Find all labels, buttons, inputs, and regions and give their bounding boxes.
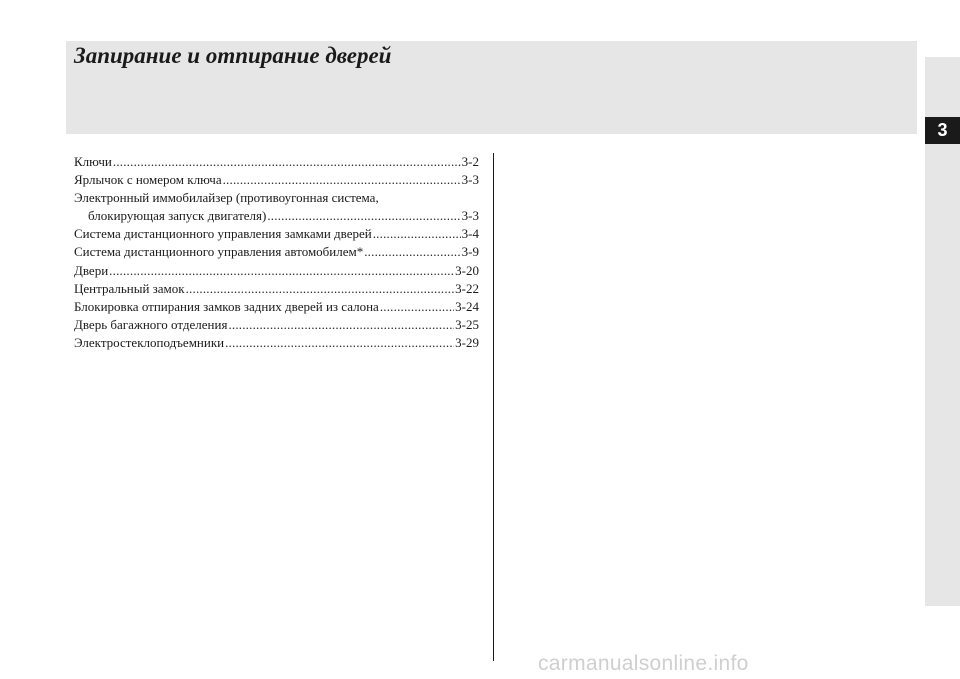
toc-item-label: Ключи: [74, 154, 112, 169]
toc-leader-dots: [109, 262, 454, 280]
toc-page-number: 3-2: [461, 154, 479, 169]
toc-item-label: Дверь багажного отделения: [74, 316, 228, 332]
toc-item-label: Блокировка отпирания замков задних дверей из салона: [74, 298, 379, 314]
toc-leader-dots: [225, 334, 454, 352]
toc-item-label: Двери: [74, 262, 109, 278]
watermark: carmanualsonline.info: [538, 652, 749, 675]
chapter-title: Запирание и отпирание дверей: [74, 43, 392, 68]
toc-leader-dots: [380, 298, 454, 316]
toc-page-number: 3-22: [455, 280, 479, 296]
toc-leader-dots: [113, 153, 461, 171]
toc-item-label: Ярлычок с номером ключа: [74, 172, 222, 188]
toc-item-label: Система дистанционного управления замками дверей: [74, 226, 372, 242]
toc-item-child-lock[interactable]: [74, 298, 479, 316]
chapter-number-badge[interactable]: 3: [925, 117, 960, 144]
toc-leader-dots: [186, 280, 455, 298]
toc-page-number: 3-20: [455, 262, 479, 278]
toc-item-keyless-operation[interactable]: [74, 243, 479, 261]
toc-item-label: Система дистанционного управления автомобилем*: [74, 244, 364, 260]
toc-leader-dots: [364, 243, 460, 261]
toc-item-label: Электронный иммобилайзер (противоугонная система,: [74, 190, 379, 206]
column-divider: [493, 153, 494, 661]
toc-item-doors[interactable]: [74, 262, 479, 280]
chapter-header: [66, 41, 917, 134]
toc-item-immobilizer[interactable]: [74, 189, 479, 225]
toc-leader-dots: [373, 225, 461, 243]
toc-page-number: 3-4: [461, 226, 479, 242]
toc-page-number: 3-3: [461, 208, 479, 224]
toc-leader-dots: [228, 316, 454, 334]
toc-page-number: 3-24: [455, 298, 479, 314]
toc-item-label: Электростеклоподъемники: [74, 334, 225, 350]
toc-item-label: Центральный замок: [74, 280, 185, 296]
toc-page-number: 3-3: [461, 172, 479, 188]
toc-page-number: 3-9: [461, 244, 479, 260]
toc-item-label-continuation: блокирующая запуск двигателя): [88, 208, 267, 224]
toc-item-keyless-entry[interactable]: [74, 225, 479, 243]
toc-page-number: 3-29: [455, 334, 479, 350]
toc-item-tailgate[interactable]: [74, 316, 479, 334]
table-of-contents: [74, 153, 479, 352]
toc-leader-dots: [223, 171, 461, 189]
toc-item-key-tag[interactable]: [74, 171, 479, 189]
toc-leader-dots: [267, 207, 460, 225]
toc-item-keys[interactable]: [74, 153, 479, 171]
toc-item-power-windows[interactable]: [74, 334, 479, 352]
toc-page-number: 3-25: [455, 316, 479, 332]
toc-item-central-lock[interactable]: [74, 280, 479, 298]
